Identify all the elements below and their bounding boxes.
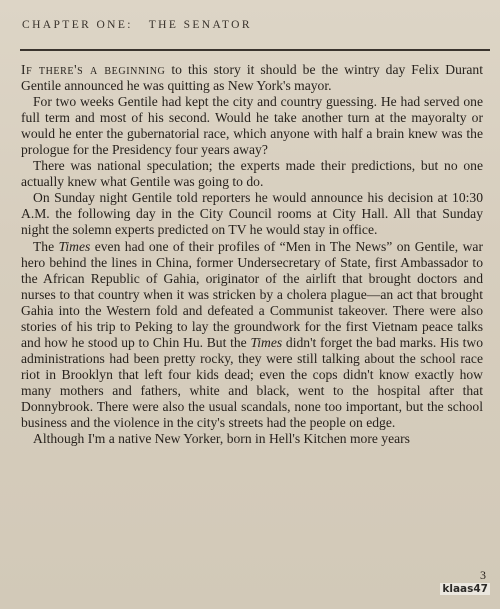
times-italic-2: Times bbox=[250, 334, 283, 350]
paragraph-5 bbox=[21, 239, 483, 432]
times-italic: Times bbox=[58, 238, 91, 254]
paragraph-6: Although I'm a native New Yorker, born in Hell's Kitchen more years bbox=[33, 431, 410, 447]
paragraph-1 bbox=[21, 62, 483, 94]
paragraph-5-part-1: even had one of their profiles of “Men in The News” on Gentile, war hero behind the lines in China, former Undersecretary of State, first Ambassador to the African Republic of Gahia, originator of the airlift that brought doctors and nurses to that country when it was stricken by a cholera plague—an act that brought Gahia into the Western fold and defeated a Communist takeover. There were also stories of his trip to Peking to lay the groundwork for the first Vietnam peace talks and how he stood up to Chin Hu. But the bbox=[21, 238, 483, 350]
chapter-title: THE SENATOR bbox=[148, 19, 252, 31]
paragraph-3: There was national speculation; the experts made their predictions, but no one actually knew what Gentile was going to do. bbox=[21, 158, 483, 190]
page-number: 3 bbox=[480, 568, 486, 582]
paragraph-1-text: to this story it should be the wintry day Felix Durant Gentile announced he was quitting as New York's mayor. bbox=[21, 62, 483, 94]
chapter-heading bbox=[22, 19, 252, 31]
paragraph-2: For two weeks Gentile had kept the city and country guessing. He had served one full term and most of his second. Would he take another turn at the mayoralty or would he enter the gubernatorial race, which anyone with half a brain knew was the prologue for the Presidency four years away? bbox=[21, 94, 483, 158]
watermark: klaas47 bbox=[442, 583, 488, 595]
heading-rule bbox=[20, 49, 490, 51]
opening-smallcaps: If there's a beginning bbox=[21, 62, 166, 77]
chapter-body bbox=[21, 62, 483, 447]
paragraph-5-part-2: didn't forget the bad marks. His two administrations had been pretty rocky, they were still talking about the school race riot in Brooklyn that left four kids dead; even the cops didn't know exactly how many mothers and fathers, white and black, went to the hospital after that Donnybrook. There were also the usual scandals, none too important, but the school business and the violence in the city's streets had the people on edge. bbox=[21, 334, 483, 431]
paragraph-5-the: The bbox=[33, 238, 59, 254]
paragraph-4: On Sunday night Gentile told reporters he would announce his decision at 10:30 A.M. the following day in the City Council rooms at City Hall. All that Sunday night the solemn experts predicted on TV he would stay in office. bbox=[21, 190, 483, 238]
chapter-label: CHAPTER ONE: bbox=[22, 19, 133, 31]
